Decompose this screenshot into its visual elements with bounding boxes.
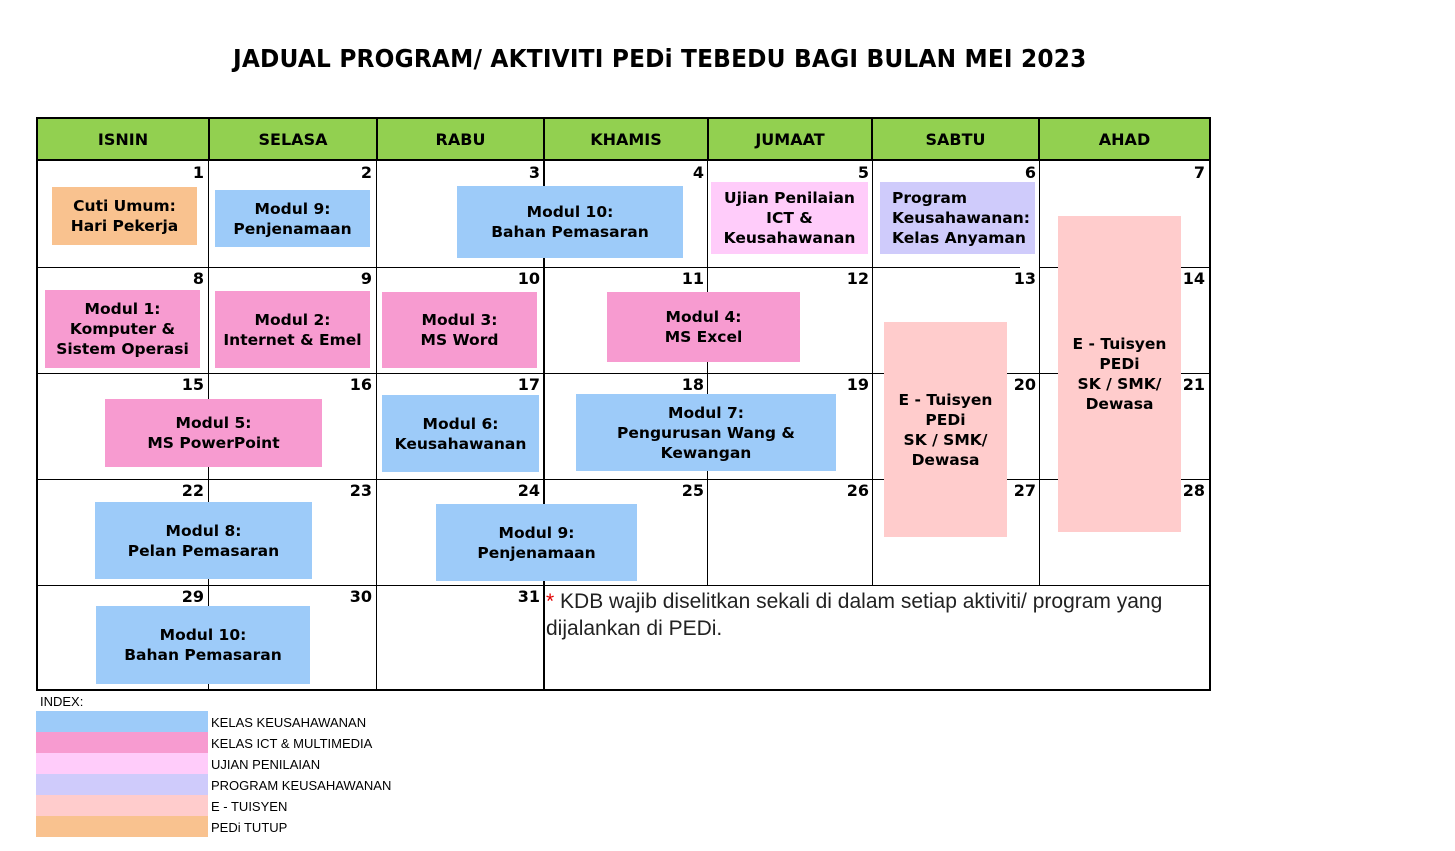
- event-modul-7: Modul 7: Pengurusan Wang & Kewangan: [576, 394, 836, 471]
- legend-label: KELAS KEUSAHAWANAN: [211, 715, 367, 730]
- day-number: 4: [692, 163, 704, 182]
- grid-line: [1181, 479, 1211, 480]
- event-program-keusahawanan: Program Keusahawanan: Kelas Anyaman: [880, 182, 1035, 254]
- event-modul-4: Modul 4: MS Excel: [607, 292, 800, 362]
- legend-title: INDEX:: [40, 694, 84, 709]
- grid-line: [1039, 161, 1040, 585]
- header-rabu: RABU: [376, 117, 545, 161]
- day-number: 24: [517, 481, 540, 500]
- header-jumaat: JUMAAT: [707, 117, 873, 161]
- day-number: 29: [181, 587, 204, 606]
- grid-line: [1209, 161, 1211, 691]
- day-number: 21: [1182, 375, 1205, 394]
- legend-label: KELAS ICT & MULTIMEDIA: [211, 736, 373, 751]
- legend-swatch: [36, 732, 208, 753]
- grid-line: [707, 161, 708, 585]
- day-number: 8: [192, 269, 204, 288]
- day-number: 28: [1182, 481, 1205, 500]
- header-sabtu: SABTU: [871, 117, 1040, 161]
- grid-line: [36, 267, 873, 268]
- legend-item: [36, 816, 396, 837]
- legend-item: [36, 753, 396, 774]
- grid-line: [872, 161, 873, 585]
- event-modul-2: Modul 2: Internet & Emel: [215, 291, 370, 368]
- day-number: 15: [181, 375, 204, 394]
- legend-swatch: [36, 753, 208, 774]
- event-e-tuisyen-sabtu: E - Tuisyen PEDi SK / SMK/ Dewasa: [884, 322, 1007, 537]
- legend-label: PEDi TUTUP: [211, 820, 288, 835]
- legend-item: [36, 795, 396, 816]
- legend-swatch: [36, 816, 208, 837]
- legend-swatch: [36, 774, 208, 795]
- event-modul-9: Modul 9: Penjenamaan: [215, 190, 370, 247]
- event-modul-8: Modul 8: Pelan Pemasaran: [95, 502, 312, 579]
- day-number: 6: [1024, 163, 1036, 182]
- event-modul-3: Modul 3: MS Word: [382, 292, 537, 368]
- note-text: KDB wajib diselitkan sekali di dalam setiap aktiviti/ program yang dijalankan di PEDi.: [546, 590, 1163, 640]
- event-modul-1: Modul 1: Komputer & Sistem Operasi: [45, 290, 200, 368]
- day-number: 14: [1182, 269, 1205, 288]
- day-number: 9: [360, 269, 372, 288]
- grid-line: [1040, 267, 1059, 268]
- kdb-note: [546, 588, 1206, 642]
- header-isnin: ISNIN: [36, 117, 210, 161]
- day-number: 23: [349, 481, 372, 500]
- header-ahad: AHAD: [1038, 117, 1211, 161]
- legend-label: E - TUISYEN: [211, 799, 288, 814]
- legend-item: [36, 774, 396, 795]
- event-modul-6: Modul 6: Keusahawanan: [382, 395, 539, 472]
- grid-line: [376, 161, 377, 691]
- day-number: 13: [1013, 269, 1036, 288]
- day-number: 12: [846, 269, 869, 288]
- event-cuti-umum: Cuti Umum: Hari Pekerja: [52, 187, 197, 245]
- day-number: 25: [681, 481, 704, 500]
- day-number: 20: [1013, 375, 1036, 394]
- day-number: 3: [528, 163, 540, 182]
- event-modul-10-b: Modul 10: Bahan Pemasaran: [96, 606, 310, 684]
- legend-item: [36, 711, 396, 732]
- day-number: 18: [681, 375, 704, 394]
- grid-line: [1007, 479, 1059, 480]
- day-number: 26: [846, 481, 869, 500]
- legend-label: PROGRAM KEUSAHAWANAN: [211, 778, 392, 793]
- header-khamis: KHAMIS: [543, 117, 709, 161]
- event-modul-10: Modul 10: Bahan Pemasaran: [457, 186, 683, 258]
- day-number: 7: [1193, 163, 1205, 182]
- event-modul-5: Modul 5: MS PowerPoint: [105, 399, 322, 467]
- day-number: 11: [681, 269, 704, 288]
- day-number: 30: [349, 587, 372, 606]
- event-e-tuisyen-ahad: E - Tuisyen PEDi SK / SMK/ Dewasa: [1058, 216, 1181, 532]
- day-number: 2: [360, 163, 372, 182]
- grid-line: [36, 373, 884, 374]
- day-number: 31: [517, 587, 540, 606]
- legend-swatch: [36, 795, 208, 816]
- legend-label: UJIAN PENILAIAN: [211, 757, 321, 772]
- grid-line: [36, 479, 884, 480]
- grid-line: [873, 267, 1020, 268]
- grid-line: [1181, 373, 1211, 374]
- day-number: 1: [192, 163, 204, 182]
- legend-item: [36, 732, 396, 753]
- grid-line: [1007, 373, 1059, 374]
- grid-line: [36, 161, 38, 691]
- grid-line: [36, 689, 1211, 691]
- day-number: 27: [1013, 481, 1036, 500]
- day-number: 22: [181, 481, 204, 500]
- header-selasa: SELASA: [208, 117, 378, 161]
- day-number: 19: [846, 375, 869, 394]
- note-asterisk: *: [546, 590, 555, 613]
- event-ujian-penilaian: Ujian Penilaian ICT & Keusahawanan: [711, 182, 868, 254]
- event-modul-9-b: Modul 9: Penjenamaan: [436, 504, 637, 581]
- page-title: JADUAL PROGRAM/ AKTIVITI PEDi TEBEDU BAGI BULAN MEI 2023: [233, 44, 1087, 73]
- grid-line: [1181, 267, 1211, 268]
- legend-swatch: [36, 711, 208, 732]
- day-number: 16: [349, 375, 372, 394]
- day-number: 10: [517, 269, 540, 288]
- grid-line: [36, 585, 1211, 586]
- day-number: 5: [857, 163, 869, 182]
- day-number: 17: [517, 375, 540, 394]
